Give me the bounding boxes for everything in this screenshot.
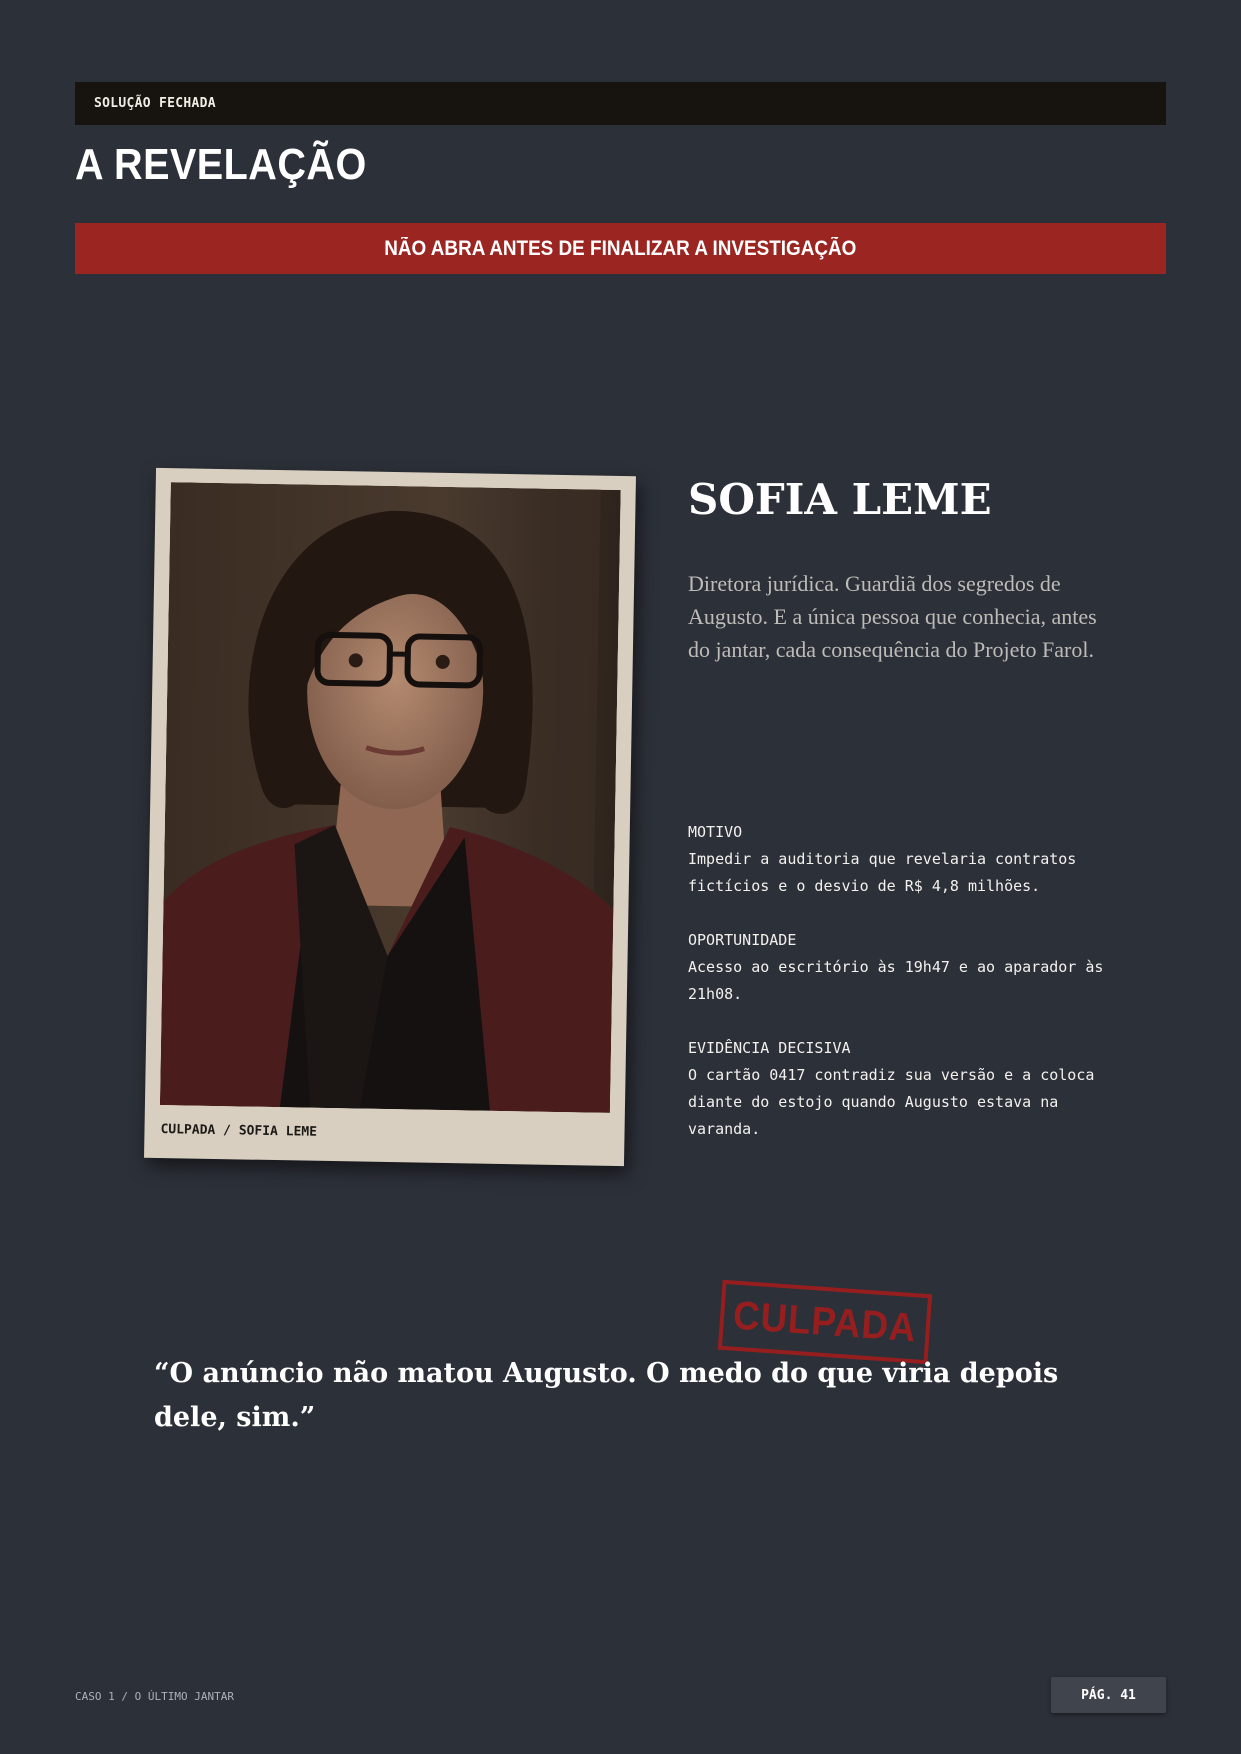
page-title: A REVELAÇÃO [75,140,367,189]
portrait-image [160,482,621,1113]
fact-label: MOTIVO [688,823,743,841]
photo-caption: CULPADA / SOFIA LEME [160,1122,318,1140]
footer-case-label: CASO 1 / O ÚLTIMO JANTAR [75,1690,234,1703]
facts-list [688,819,1118,1170]
fact-label: OPORTUNIDADE [688,931,797,949]
fact-text: O cartão 0417 contradiz sua versão e a coloca diante do estojo quando Augusto estava na varanda. [688,1066,1095,1138]
fact-opportunity [688,927,1118,1008]
closing-quote: “O anúncio não matou Augusto. O medo do que viria depois dele, sim.” [154,1358,1059,1433]
stamp-text: CULPADA [731,1293,919,1350]
warning-banner [75,223,1166,274]
warning-text: NÃO ABRA ANTES DE FINALIZAR A INVESTIGAÇÃO [384,236,857,260]
suspect-name: SOFIA LEME [688,475,992,524]
fact-decisive-evidence [688,1035,1118,1143]
page-number: PÁG. 41 [1081,1687,1136,1703]
suspect-description: Diretora jurídica. Guardiã dos segredos de Augusto. E a única pessoa que conhecia, antes do jantar, cada consequência do Projeto Farol. [688,571,1097,662]
fact-label: EVIDÊNCIA DECISIVA [688,1039,851,1057]
fact-text: Impedir a auditoria que revelaria contratos fictícios e o desvio de R$ 4,8 milhões. [688,850,1077,895]
page-number-badge [1051,1677,1166,1713]
suspect-polaroid [144,468,636,1166]
fact-motive [688,819,1118,900]
section-label-bar [75,82,1166,125]
section-label: SOLUÇÃO FECHADA [94,96,216,111]
fact-text: Acesso ao escritório às 19h47 e ao aparador às 21h08. [688,958,1104,1003]
suspect-photo [160,482,621,1113]
